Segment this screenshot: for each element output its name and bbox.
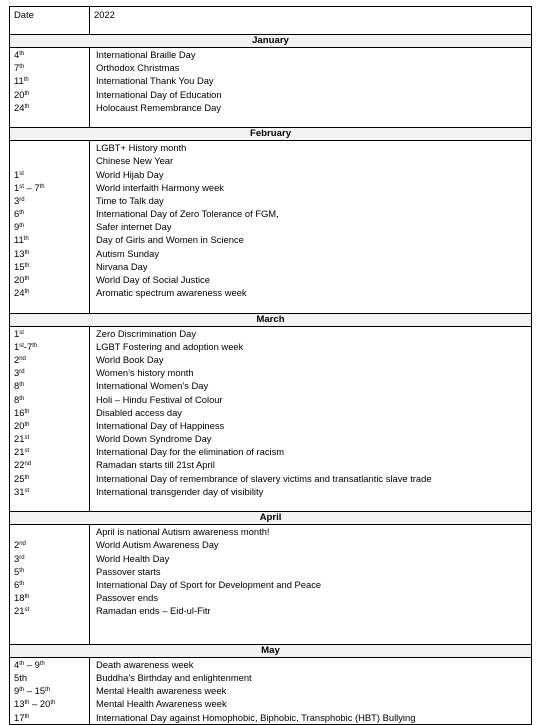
date-text: 31 [14, 485, 25, 497]
date-text: -7 [23, 340, 33, 352]
date-cell [10, 273, 89, 286]
date-text: 15 [14, 260, 25, 272]
event-column [90, 327, 531, 512]
date-text: 9 [14, 685, 20, 697]
event-column [90, 658, 531, 724]
event-cell: International Day of Sport for Development and Peace [96, 578, 322, 590]
event-cell: World Book Day [96, 353, 164, 365]
date-text: 8 [14, 393, 20, 405]
month-heading: April [10, 512, 531, 525]
date-suffix: th [19, 580, 25, 587]
date-text: 21 [14, 433, 25, 445]
date-suffix: rd [19, 554, 25, 561]
date-cell [10, 194, 89, 207]
date-suffix: th [19, 382, 25, 389]
event-cell: Ramadan ends – Eid-ul-Fitr [96, 605, 211, 617]
date-suffix: th [24, 594, 30, 601]
month-rows [10, 525, 531, 644]
month-rows [10, 141, 531, 312]
date-cell [10, 366, 89, 379]
date-cell [10, 101, 89, 114]
date-column [10, 327, 90, 512]
event-note: April is national Autism awareness month! [96, 526, 270, 538]
event-cell: Autism Sunday [96, 247, 160, 259]
date-text: 13 [14, 247, 25, 259]
date-suffix: th [24, 700, 30, 707]
date-cell [10, 327, 89, 340]
date-text: 1 [14, 340, 20, 352]
date-suffix: st [19, 183, 24, 190]
date-text: 3 [14, 194, 20, 206]
event-cell: Buddha’s Birthday and enlightenment [96, 672, 252, 684]
month-sections [10, 35, 531, 724]
event-cell: Mental Health Awareness week [96, 698, 227, 710]
date-text: 20 [14, 419, 25, 431]
date-cell [10, 591, 89, 604]
date-text: 1 [14, 327, 20, 339]
month-rows [10, 658, 531, 724]
event-cell-empty [90, 618, 531, 631]
date-suffix: st [19, 329, 24, 336]
date-text: 24 [14, 101, 25, 113]
date-suffix: th [39, 660, 45, 667]
date-suffix: th [19, 660, 25, 667]
event-cell-empty [90, 631, 531, 644]
date-cell [10, 578, 89, 591]
event-cell-empty [90, 114, 531, 127]
event-cell: International Braille Day [96, 49, 196, 60]
event-cell: International Day of remembrance of slavery victims and transatlantic slave trade [96, 472, 432, 484]
date-column [10, 141, 90, 312]
date-suffix: nd [19, 541, 26, 548]
date-suffix: th [24, 276, 30, 282]
month-heading: May [10, 645, 531, 658]
date-suffix: st [24, 487, 30, 494]
month-rows [10, 48, 531, 127]
date-suffix: st [24, 607, 30, 614]
date-cell [10, 432, 89, 445]
date-cell [10, 286, 89, 299]
date-suffix: th [24, 289, 30, 296]
date-suffix: st [24, 448, 30, 455]
date-cell [10, 168, 89, 181]
date-suffix: th [50, 700, 56, 707]
date-text: 13 [14, 698, 25, 710]
month-heading: March [10, 314, 531, 327]
date-suffix: th [19, 64, 25, 71]
event-cell: International Day against Homophobic, Biphobic, Transphobic (HBT) Bullying [96, 711, 416, 723]
event-cell: International Day of Happiness [96, 419, 225, 431]
event-note: Chinese New Year [96, 155, 174, 167]
event-cell: Death awareness week [96, 658, 194, 670]
event-cell: International Women’s Day [96, 380, 209, 392]
month-section-march [10, 313, 531, 512]
date-cell-empty [10, 154, 89, 167]
date-suffix: th [19, 223, 25, 230]
date-text: 3 [14, 552, 20, 564]
month-section-may [10, 644, 531, 724]
date-text: – 20 [29, 698, 51, 710]
date-cell [10, 419, 89, 432]
event-cell: Women’s history month [96, 367, 194, 379]
date-suffix: rd [19, 196, 25, 203]
date-text: 8 [14, 380, 20, 392]
event-cell: Holocaust Remembrance Day [96, 101, 222, 113]
date-cell [10, 233, 89, 246]
date-text: 5 [14, 565, 20, 577]
event-cell: International Day of Education [96, 88, 222, 100]
date-cell [10, 260, 89, 273]
date-suffix: nd [24, 461, 32, 468]
table-header-row [10, 7, 531, 35]
event-cell: LGBT Fostering and adoption week [96, 340, 244, 352]
event-cell: World Hijab Day [96, 168, 164, 180]
date-cell [10, 61, 89, 74]
date-cell [10, 406, 89, 419]
date-text: 24 [14, 287, 25, 299]
date-cell-empty [10, 141, 89, 154]
date-cell-empty [10, 498, 89, 511]
date-column [10, 525, 90, 644]
date-cell-empty [10, 114, 89, 127]
event-column [90, 48, 531, 127]
event-column [90, 141, 531, 312]
date-cell [10, 247, 89, 260]
event-cell: World interfaith Harmony week [96, 181, 224, 193]
date-text: 16 [14, 406, 25, 418]
date-text: 1 [14, 181, 20, 193]
event-cell: Ramadan starts till 21st April [96, 459, 215, 471]
date-suffix: th [24, 249, 30, 256]
date-text: 4 [14, 658, 20, 670]
date-text: 4 [14, 49, 20, 60]
date-cell [10, 393, 89, 406]
date-text: 2 [14, 539, 20, 551]
date-suffix: th [39, 183, 45, 190]
month-heading: January [10, 35, 531, 48]
date-text: 6 [14, 208, 20, 220]
event-cell: Passover starts [96, 565, 161, 577]
date-suffix: th [19, 210, 25, 217]
date-suffix: st [19, 170, 24, 177]
date-cell [10, 181, 89, 194]
date-text: 21 [14, 605, 25, 617]
date-cell [10, 697, 89, 710]
date-text: 11 [14, 75, 24, 87]
month-section-april [10, 511, 531, 644]
date-cell [10, 207, 89, 220]
date-cell [10, 353, 89, 366]
date-suffix: nd [19, 355, 26, 362]
date-text: 11 [14, 234, 24, 246]
date-cell [10, 472, 89, 485]
date-text: 5th [14, 672, 28, 684]
date-cell [10, 604, 89, 617]
date-suffix: th [19, 687, 25, 694]
date-cell [10, 538, 89, 551]
date-cell [10, 220, 89, 233]
date-suffix: th [24, 421, 30, 428]
date-suffix: th [24, 90, 30, 97]
date-suffix: th [19, 395, 25, 402]
year-column-header: 2022 [94, 9, 115, 20]
month-heading: February [10, 128, 531, 141]
date-suffix: th [24, 408, 30, 415]
date-column-header: Date [10, 7, 90, 34]
date-text: 21 [14, 446, 25, 458]
date-text: – 9 [24, 658, 40, 670]
event-cell: World Day of Social Justice [96, 274, 210, 285]
event-cell: Zero Discrimination Day [96, 327, 197, 339]
event-cell: Orthodox Christmas [96, 62, 180, 74]
date-cell [10, 88, 89, 101]
event-cell: Passover ends [96, 592, 159, 604]
date-text: 6 [14, 578, 20, 590]
date-text: 3 [14, 367, 20, 379]
date-cell [10, 379, 89, 392]
event-cell: Time to Talk day [96, 194, 164, 206]
date-suffix: th [32, 342, 38, 349]
date-suffix: rd [19, 369, 25, 376]
date-cell [10, 340, 89, 353]
event-cell: Day of Girls and Women in Science [96, 234, 244, 246]
date-suffix: th [23, 236, 29, 243]
event-cell: International Day for the elimination of racism [96, 446, 285, 458]
event-cell: World Autism Awareness Day [96, 539, 219, 551]
event-cell: Mental Health awareness week [96, 685, 227, 697]
date-suffix: th [45, 687, 51, 694]
date-cell [10, 485, 89, 498]
event-cell: Aromatic spectrum awareness week [96, 287, 247, 299]
date-cell [10, 711, 89, 724]
date-cell [10, 445, 89, 458]
date-text: 7 [14, 62, 20, 74]
event-cell: International transgender day of visibility [96, 485, 264, 497]
date-cell-empty [10, 525, 89, 538]
calendar-table [9, 6, 532, 725]
date-text: – 15 [24, 685, 46, 697]
event-note: LGBT+ History month [96, 142, 187, 154]
event-cell: Nirvana Day [96, 260, 148, 272]
date-column [10, 48, 90, 127]
date-cell-empty [10, 299, 89, 312]
event-cell: International Day of Zero Tolerance of FGM, [96, 208, 279, 220]
date-cell [10, 684, 89, 697]
date-suffix: th [24, 262, 30, 269]
month-rows [10, 327, 531, 512]
date-cell [10, 671, 89, 684]
date-column [10, 658, 90, 724]
month-section-january [10, 35, 531, 127]
date-cell-empty [10, 618, 89, 631]
date-suffix: th [19, 567, 25, 574]
date-cell-empty [10, 631, 89, 644]
date-text: 2 [14, 353, 20, 365]
date-cell [10, 565, 89, 578]
date-cell [10, 658, 89, 671]
event-cell-empty [90, 498, 531, 511]
event-cell: Holi – Hindu Festival of Colour [96, 393, 223, 405]
date-text: 20 [14, 88, 25, 100]
date-suffix: th [24, 474, 30, 481]
event-cell: World Down Syndrome Day [96, 433, 212, 445]
date-text: 20 [14, 274, 25, 285]
date-text: 18 [14, 592, 25, 604]
event-cell: International Thank You Day [96, 75, 214, 87]
date-cell [10, 74, 89, 87]
date-text: 17 [14, 711, 25, 723]
date-suffix: th [24, 713, 30, 720]
event-column [90, 525, 531, 644]
event-cell-empty [90, 299, 531, 312]
date-text: 22 [14, 459, 25, 471]
month-section-february [10, 127, 531, 312]
date-cell [10, 48, 89, 61]
date-suffix: th [23, 77, 29, 84]
date-suffix: st [19, 342, 24, 349]
date-text: 9 [14, 221, 20, 233]
date-text: 25 [14, 472, 25, 484]
event-cell: Disabled access day [96, 406, 182, 418]
date-text: 1 [14, 168, 20, 180]
date-text: – 7 [23, 181, 40, 193]
date-suffix: st [24, 435, 30, 442]
date-suffix: th [19, 51, 25, 57]
date-suffix: th [24, 103, 30, 110]
event-cell: World Health Day [96, 552, 170, 564]
date-cell [10, 458, 89, 471]
event-cell: Safer internet Day [96, 221, 172, 233]
date-cell [10, 552, 89, 565]
